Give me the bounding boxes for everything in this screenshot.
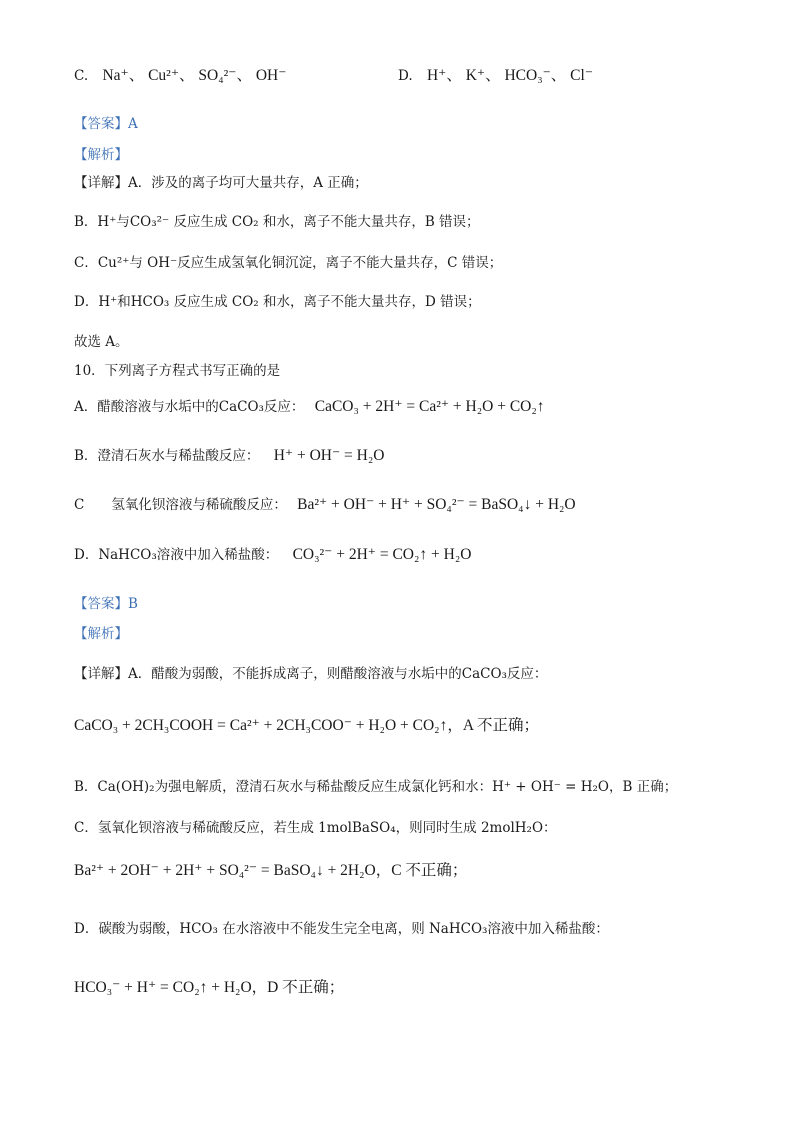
ion-so4: SO₄²⁻ (198, 67, 237, 84)
q10-analysis-label: 【解析】 (74, 626, 128, 642)
answer-value: A (128, 116, 138, 132)
option-equation: CaCO₃ + 2H⁺ = Ca²⁺ + H₂O + CO₂↑ (314, 398, 545, 415)
detail-text: A．涉及的离子均可大量共存，A 正确； (128, 175, 368, 191)
option-c-ions: Na⁺、 Cu²⁺、 SO₄²⁻、 OH⁻ (102, 67, 287, 84)
q10-equation-a: CaCO₃ + 2CH₃COOH = Ca²⁺ + 2CH₃COO⁻ + H₂O + CO₂↑，A 不正确； (74, 717, 540, 734)
option-d-ions: H⁺、 K⁺、 HCO₃⁻、 Cl⁻ (426, 67, 593, 84)
q9-analysis-label: 【解析】 (74, 147, 128, 163)
q10-detail-a (74, 664, 547, 684)
detail-label: 【详解】 (74, 175, 128, 191)
option-c-label: C. (74, 68, 89, 84)
q9-detail-a (74, 173, 368, 193)
ion-na: Na⁺ (102, 67, 129, 84)
q10-option-b (74, 446, 384, 466)
q10-equation-d: HCO₃⁻ + H⁺ = CO₂↑ + H₂O，D 不正确； (74, 979, 345, 996)
ion-hco3: HCO₃⁻ (504, 67, 551, 84)
q10-stem: 10．下列离子方程式书写正确的是 (74, 363, 281, 379)
q9-detail-b: B．H⁺与CO₃²⁻ 反应生成 CO₂ 和水，离子不能大量共存，B 错误； (74, 214, 480, 230)
ion-cl: Cl⁻ (570, 67, 593, 84)
option-d-label: D. (398, 68, 413, 84)
answer-label: 【答案】 (74, 116, 128, 132)
q10-option-a (74, 397, 545, 417)
ion-oh: OH⁻ (255, 67, 287, 84)
option-d (398, 66, 593, 86)
answer-label: 【答案】 (74, 596, 128, 612)
option-equation: CO₃²⁻ + 2H⁺ = CO₂↑ + H₂O (292, 546, 472, 563)
q10-detail-c: C．氢氧化钡溶液与稀硫酸反应，若生成 1molBaSO₄，则同时生成 2molH₂O： (74, 820, 557, 836)
option-text: C 氢氧化钡溶液与稀硫酸反应： (74, 497, 287, 513)
q10-option-c (74, 495, 576, 515)
q10-equation-c: Ba²⁺ + 2OH⁻ + 2H⁺ + SO₄²⁻ = BaSO₄↓ + 2H₂O，C 不正确； (74, 862, 468, 879)
q10-detail-b: B．Ca(OH)₂为强电解质，澄清石灰水与稀盐酸反应生成氯化钙和水：H⁺ + OH⁻ = H₂O，B 正确； (74, 779, 678, 795)
option-text: B．澄清石灰水与稀盐酸反应： (74, 448, 260, 464)
q9-answer (74, 114, 138, 134)
q9-detail-c: C．Cu²⁺与 OH⁻反应生成氢氧化铜沉淀，离子不能大量共存，C 错误； (74, 255, 503, 271)
q10-option-d (74, 545, 471, 565)
detail-text: A．醋酸为弱酸，不能拆成离子，则醋酸溶液与水垢中的CaCO₃反应： (128, 666, 548, 682)
ion-k: K⁺ (465, 67, 486, 84)
q9-conclusion: 故选 A。 (74, 334, 129, 350)
option-equation: H⁺ + OH⁻ = H₂O (273, 447, 385, 464)
option-c (74, 66, 286, 86)
detail-label: 【详解】 (74, 666, 128, 682)
q10-detail-d: D．碳酸为弱酸，HCO₃ 在水溶液中不能发生完全电离，则 NaHCO₃溶液中加入稀盐酸： (74, 921, 609, 937)
ion-h: H⁺ (426, 67, 447, 84)
option-equation: Ba²⁺ + OH⁻ + H⁺ + SO₄²⁻ = BaSO₄↓ + H₂O (297, 496, 576, 513)
answer-value: B (128, 596, 138, 612)
q9-detail-d: D．H⁺和HCO₃ 反应生成 CO₂ 和水，离子不能大量共存，D 错误； (74, 294, 481, 310)
option-text: A．醋酸溶液与水垢中的CaCO₃反应： (74, 399, 305, 415)
ion-cu: Cu²⁺ (148, 67, 180, 84)
q10-answer (74, 594, 138, 614)
option-text: D．NaHCO₃溶液中加入稀盐酸： (74, 547, 279, 563)
